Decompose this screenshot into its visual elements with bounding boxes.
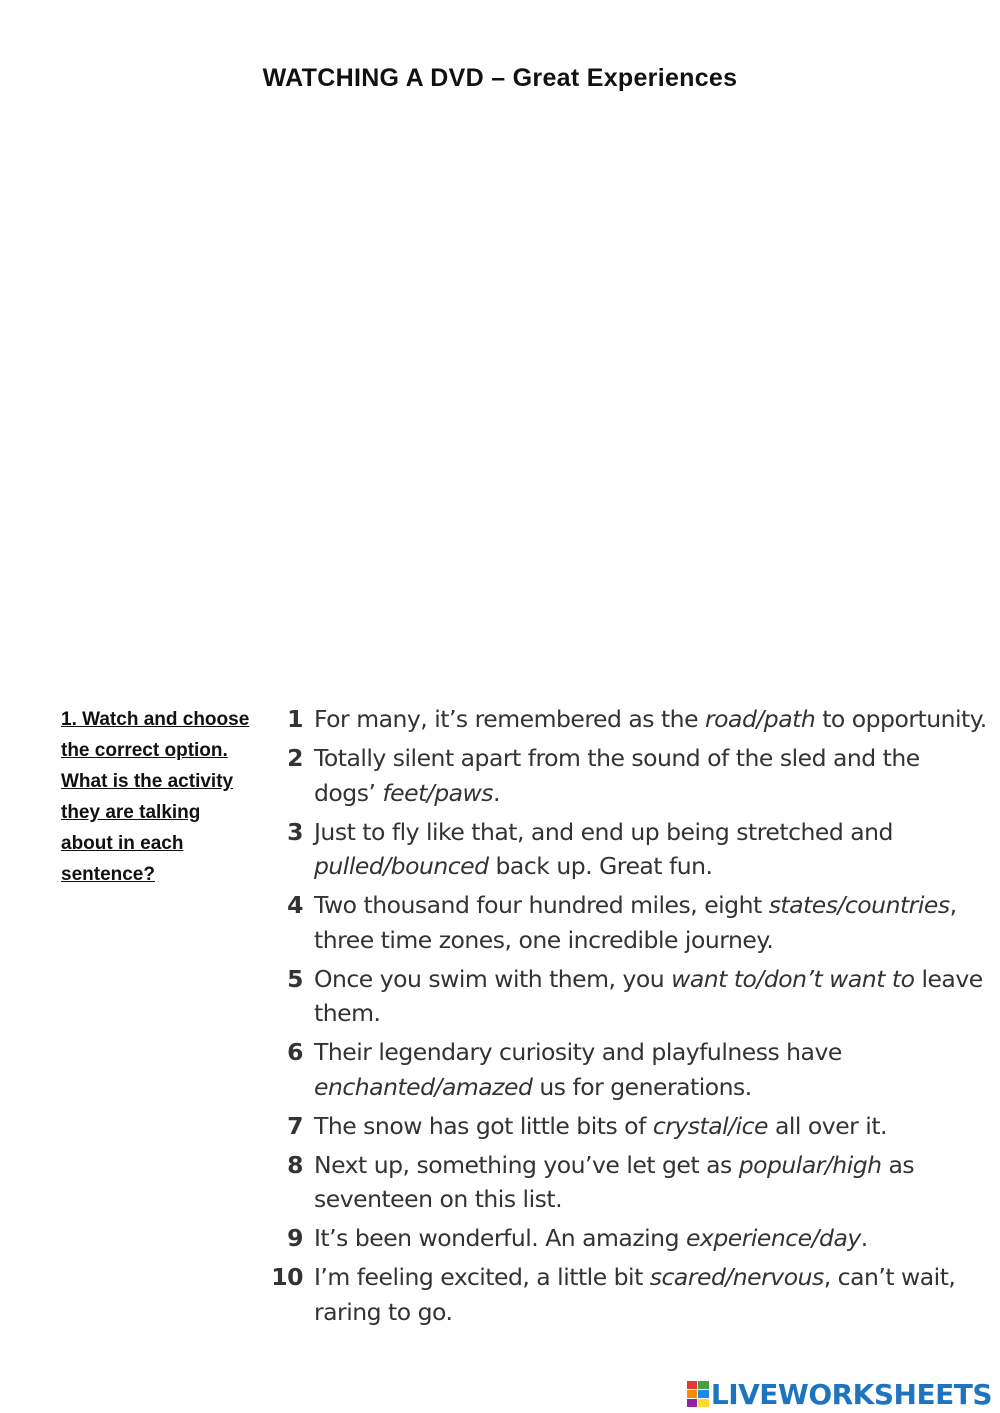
sentence-text <box>314 1109 988 1144</box>
sentence-text-after: . <box>860 1224 868 1252</box>
sentence-number: 6 <box>287 1038 303 1066</box>
sentence-text-after: , can’t wait, raring to go. <box>314 1263 956 1326</box>
option-choice[interactable]: scared/nervous <box>649 1263 824 1291</box>
sentence-item <box>258 1109 988 1144</box>
option-choice[interactable]: feet/paws <box>382 778 494 807</box>
option-choice[interactable]: states/countries <box>768 891 950 919</box>
sentence-number: 4 <box>287 891 303 919</box>
sentence-number: 7 <box>287 1111 303 1140</box>
sentence-number: 3 <box>287 817 303 846</box>
option-choice[interactable]: pulled/bounced <box>314 852 489 880</box>
sentence-text <box>314 1221 988 1256</box>
sentence-text <box>314 702 988 737</box>
sentence-text <box>314 741 988 810</box>
sentence-text-before: The snow has got little bits of <box>314 1111 653 1140</box>
sentence-text-after: back up. Great fun. <box>488 852 713 880</box>
sentence-text-before: Just to fly like that, and end up being stretched and <box>314 817 893 846</box>
sentence-text-after: to opportunity. <box>815 705 987 733</box>
sentence-item <box>258 1148 988 1217</box>
sentence-text <box>314 1148 988 1217</box>
sentence-text <box>314 1035 988 1104</box>
sentence-item <box>258 702 988 737</box>
sentence-number: 2 <box>287 744 303 772</box>
sentence-item <box>258 962 988 1031</box>
page-title: WATCHING A DVD – Great Experiences <box>262 64 738 92</box>
logo-text: LIVEWORKSHEETS <box>710 1377 992 1411</box>
sentence-item <box>258 815 988 884</box>
sentence-text <box>314 962 988 1031</box>
sentence-text-after: . <box>493 778 500 807</box>
sentence-text-before: For many, it’s remembered as the <box>314 705 706 733</box>
sentence-text-before: It’s been wonderful. An amazing <box>314 1224 686 1252</box>
sentence-item <box>258 741 988 810</box>
instructions-text: 1. Watch and choose the correct option. What is the activity they are talking about in each sentence? <box>61 709 250 885</box>
sentence-text <box>314 815 988 884</box>
option-choice[interactable]: enchanted/amazed <box>314 1072 533 1101</box>
sentence-number: 5 <box>287 964 303 993</box>
sentence-text <box>314 888 988 957</box>
option-choice[interactable]: crystal/ice <box>652 1111 769 1140</box>
liveworksheets-logo[interactable] <box>687 1378 992 1410</box>
sentence-text-after: all over it. <box>768 1111 888 1140</box>
sentence-text-before: Once you swim with them, you <box>314 964 672 993</box>
sentence-text-before: Two thousand four hundred miles, eight <box>314 891 769 919</box>
sentence-item <box>258 888 988 957</box>
sentence-text <box>314 1260 988 1329</box>
sentence-text-after: , three time zones, one incredible journey. <box>314 891 957 954</box>
option-choice[interactable]: want to/don’t want to <box>671 964 915 993</box>
option-choice[interactable]: road/path <box>705 705 816 733</box>
sentence-item <box>258 1260 988 1329</box>
option-choice[interactable]: experience/day <box>685 1224 861 1252</box>
sentence-text-before: Their legendary curiosity and playfulness have <box>314 1038 842 1066</box>
sentence-number: 10 <box>271 1263 303 1291</box>
sentence-item <box>258 1221 988 1256</box>
sentence-text-after: us for generations. <box>532 1072 752 1101</box>
sentence-item <box>258 1035 988 1104</box>
sentence-text-before: Totally silent apart from the sound of the sled and the dogs’ <box>314 744 920 807</box>
sentence-text-before: Next up, something you’ve let get as <box>314 1150 739 1179</box>
liveworksheets-logo-icon <box>687 1381 709 1407</box>
sentence-list <box>258 702 988 1334</box>
sentence-number: 8 <box>287 1150 303 1179</box>
sentence-text-before: I’m feeling excited, a little bit <box>314 1263 650 1291</box>
sentence-number: 1 <box>287 705 303 733</box>
option-choice[interactable]: popular/high <box>738 1150 882 1179</box>
sentence-text-after: as seventeen on this list. <box>314 1150 915 1213</box>
sentence-text-after: leave them. <box>314 964 983 1027</box>
sentence-number: 9 <box>287 1224 303 1252</box>
